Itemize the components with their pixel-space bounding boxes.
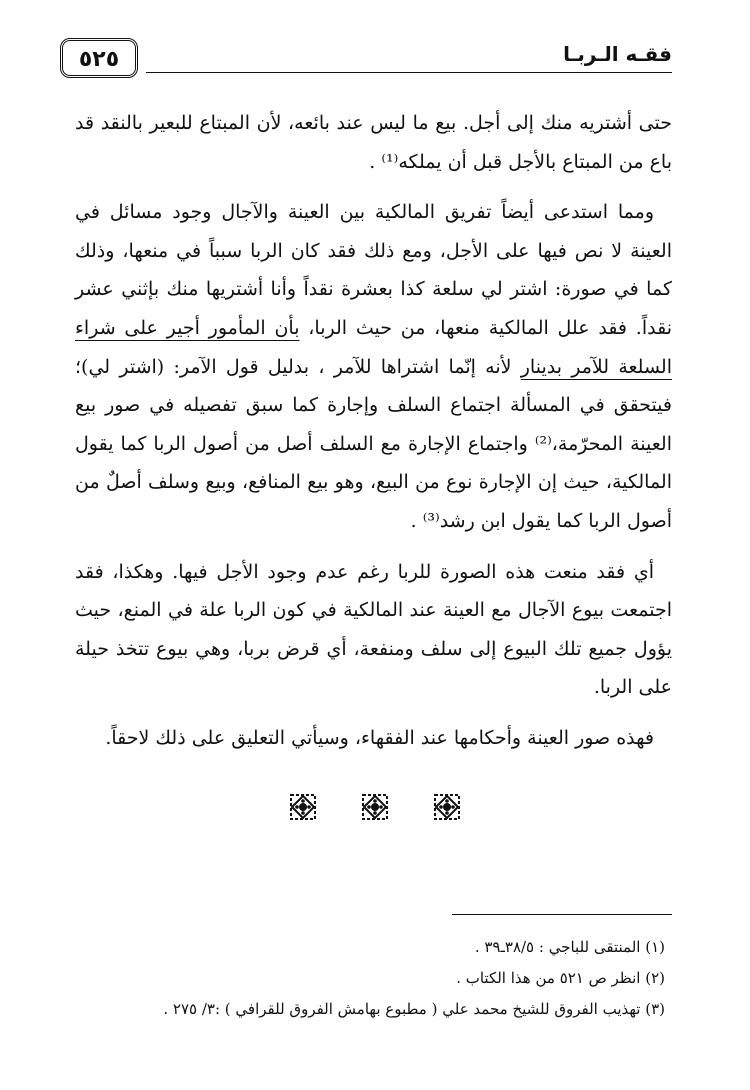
footnote-1: (١) المنتقى للباجي : ٣٨/٥ـ٣٩ .: [474, 938, 665, 956]
underlined-phrase: بأن المأمور أجير على شراء السلعة للآمر بدينار: [75, 316, 672, 378]
running-title: فقـه الـربـا: [563, 42, 672, 66]
floral-ornament-icon: [360, 792, 390, 822]
header-rule: [146, 72, 672, 73]
main-text: [75, 104, 672, 758]
page-number: ٥٢٥: [60, 38, 138, 78]
paragraph-1: حتى أشتريه منك إلى أجل. بيع ما ليس عند بائعه، لأن المبتاع للبعير بالنقد قد باع من المبتاع بالأجل قبل أن يملكه⁽¹⁾ .: [75, 112, 672, 173]
floral-ornament-icon: [288, 792, 318, 822]
page-header: [60, 38, 672, 82]
paragraph-3: أي فقد منعت هذه الصورة للربا رغم عدم وجود الأجل فيها. وهكذا، فقد اجتمعت بيوع الآجال مع العينة عند المالكية في كون الربا علة في المنع، حيث يؤول جميع تلك البيوع إلى سلف ومنفعة، أي قرض بربا، وهي بيوع تتخذ حيلة على الربا.: [75, 560, 672, 699]
footnote-3: (٣) تهذيب الفروق للشيخ محمد علي ( مطبوع بهامش الفروق للقرافي ) :٣/ ٢٧٥ .: [163, 1000, 665, 1018]
paragraph-2-part-a: ومما استدعى أيضاً تفريق المالكية بين العينة والآجال وجود مسائل في العينة لا نص فيها على الأجل، ومع ذلك فقد كان الربا سبباً في منعها، وذلك كما في صورة: اشتر لي سلعة كذا بعشرة نقداً وأنا أشتريها منك بإثني عشر نقداً. فقد علل المالكية منعها، من حيث الربا،: [75, 201, 672, 339]
section-ornaments: [0, 792, 750, 828]
paragraph-2-part-b: لأنه إنّما اشتراها للآمر ، بدليل قول الآمر: (اشتر لي)؛ فيتحقق في المسألة اجتماع السلف وإجارة كما سبق تفصيله في صور بيع العينة المحرّمة،⁽²⁾ واجتماع الإجارة مع السلف أصل من أصول الربا كما يقول المالكية، حيث إن الإجارة نوع من البيع، وهو بيع المنافع، وبيع وسلف أصلٌ من أصول الربا كما يقول ابن رشد⁽³⁾ .: [75, 355, 673, 532]
footnote-2: (٢) انظر ص ٥٢١ من هذا الكتاب .: [456, 969, 665, 987]
paragraph-2: [75, 193, 672, 540]
paragraph-4: فهذه صور العينة وأحكامها عند الفقهاء، وسيأتي التعليق على ذلك لاحقاً.: [105, 726, 654, 749]
footnote-rule: [452, 914, 672, 915]
footnotes: [70, 932, 665, 1025]
floral-ornament-icon: [432, 792, 462, 822]
